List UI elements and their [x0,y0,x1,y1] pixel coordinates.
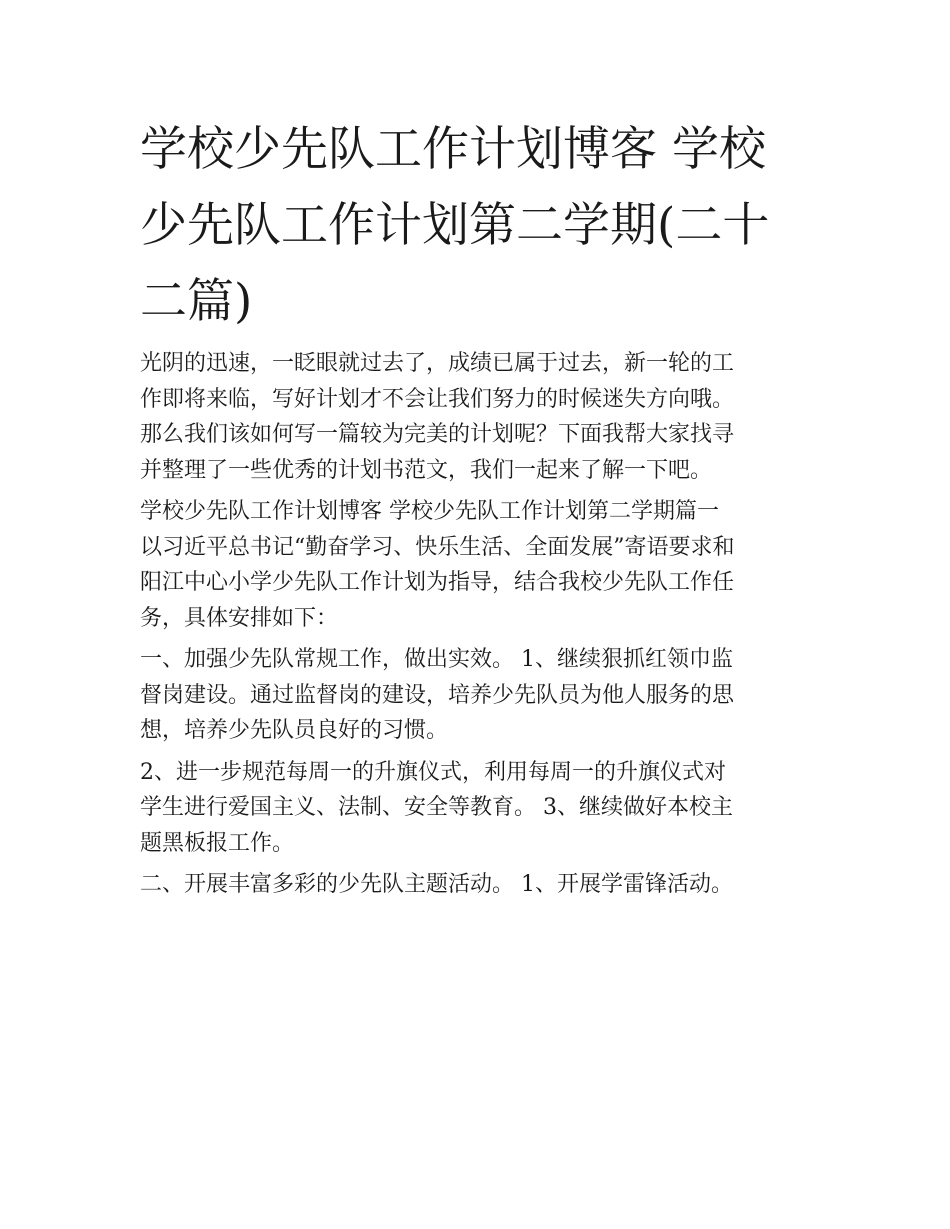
text-line: 那么我们该如何写一篇较为完美的计划呢？下面我帮大家找寻 [140,422,735,447]
paragraph-flag-ceremony [140,755,812,862]
title-line: 学校少先队工作计划博客 学校 [140,122,766,177]
text-line: 以习近平总书记“勤奋学习、快乐生活、全面发展”寄语要求和 [140,534,735,560]
text-line: 阳江中心小学少先队工作计划为指导，结合我校少先队工作任 [140,570,735,595]
document-page [140,112,812,903]
text-line: 一、加强少先队常规工作，做出实效。 1、继续狠抓红领巾监 [140,647,733,672]
paragraph-section-two [140,867,812,903]
text-line: 想，培养少先队员良好的习惯。 [140,718,449,743]
text-line: 作即将来临，写好计划才不会让我们努力的时候迷失方向哦。 [140,386,735,412]
paragraph-section-one [140,642,812,749]
text-line: 学校少先队工作计划博客 学校少先队工作计划第二学期篇一 [140,499,719,524]
text-line: 二、开展丰富多彩的少先队主题活动。 1、开展学雷锋活动。 [140,872,733,897]
text-line: 学生进行爱国主义、法制、安全等教育。 3、继续做好本校主 [140,795,733,820]
title-line: 少先队工作计划第二学期(二十 [140,198,770,253]
text-line: 题黑板报工作。 [140,830,295,856]
text-line: 督岗建设。通过监督岗的建设，培养少先队员为他人服务的思 [140,682,735,708]
paragraph-plan-heading [140,494,812,636]
text-line: 并整理了一些优秀的计划书范文，我们一起来了解一下吧。 [140,457,713,483]
title-line: 二篇) [140,274,253,329]
text-line: 光阴的迅速，一眨眼就过去了，成绩已属于过去，新一轮的工 [140,351,735,376]
document-title [140,112,812,340]
text-line: 2、进一步规范每周一的升旗仪式，利用每周一的升旗仪式对 [140,759,726,785]
text-line: 务，具体安排如下： [140,605,339,631]
paragraph-intro [140,346,812,488]
